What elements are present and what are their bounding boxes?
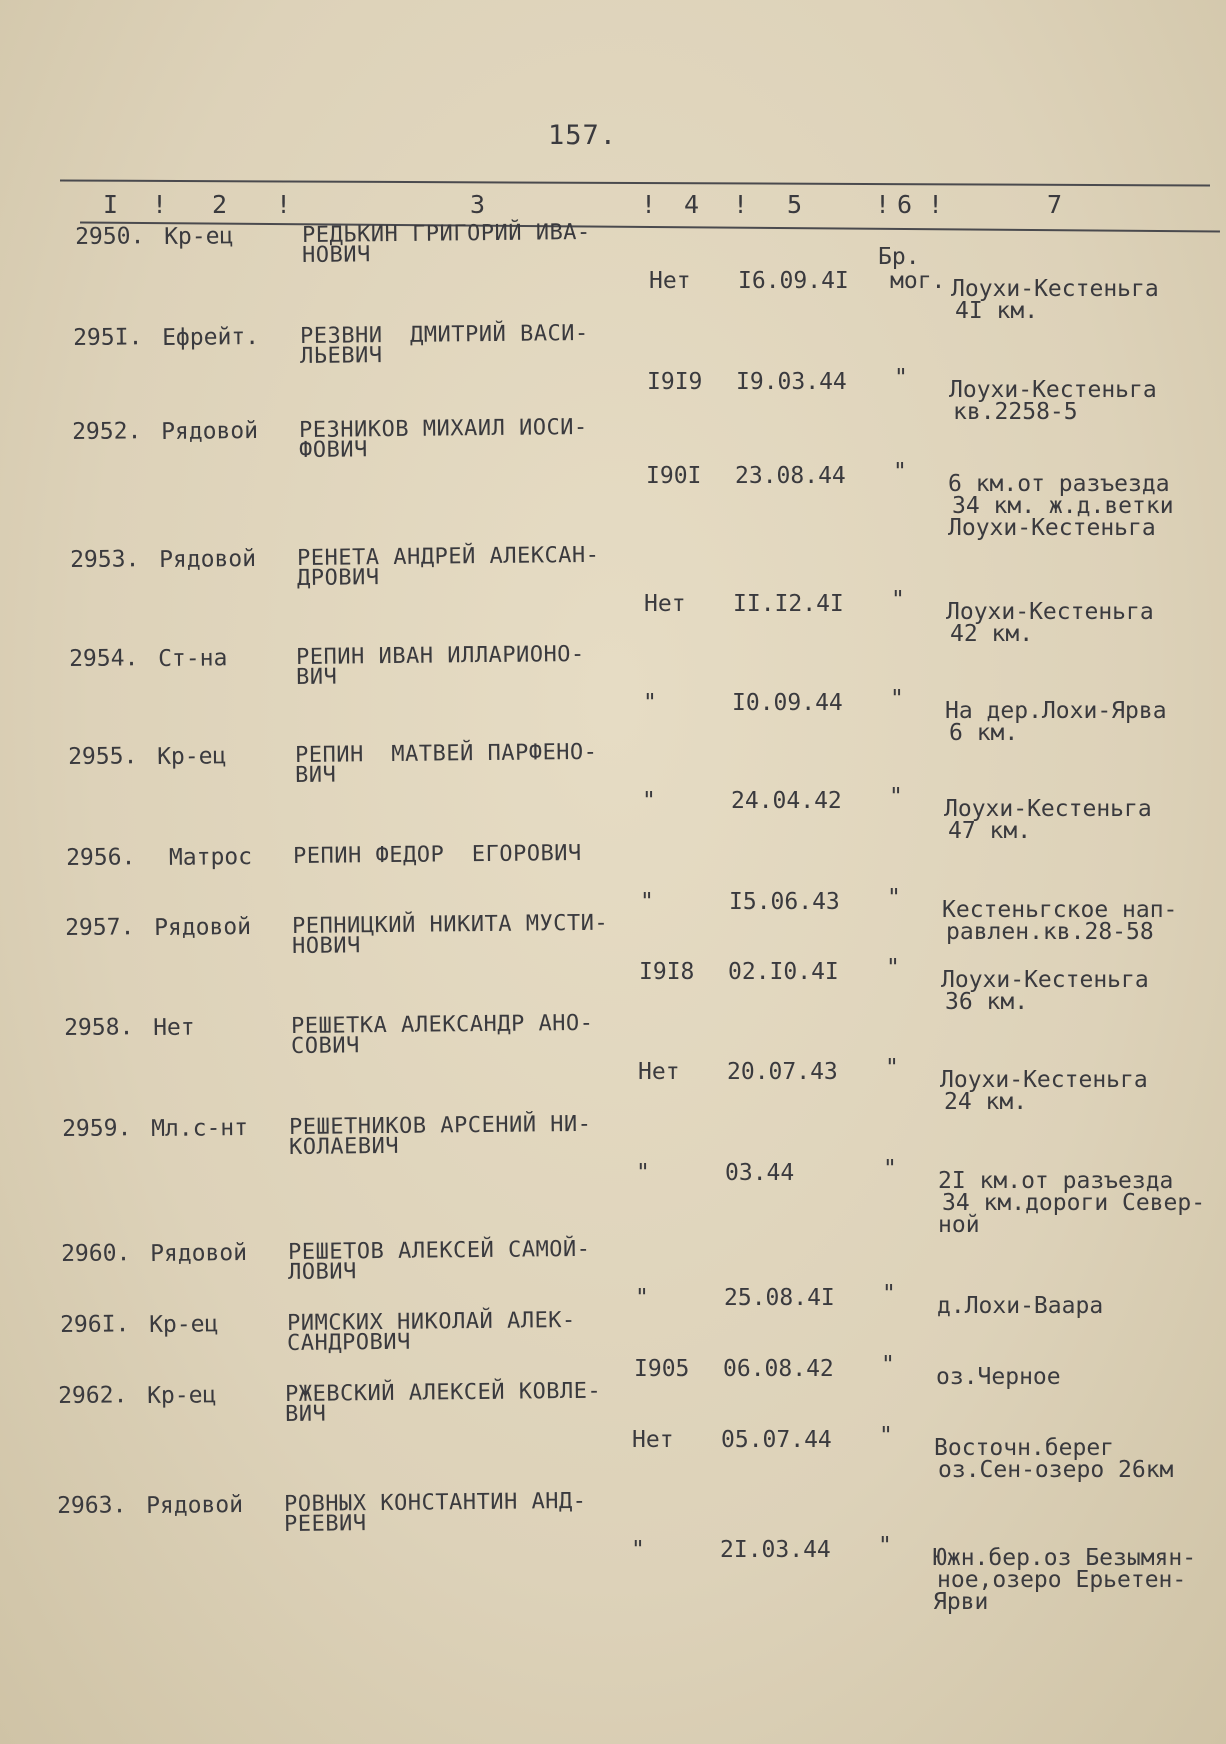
record-row (0, 1010, 1215, 1115)
record-birth-year: I9I9 (647, 369, 703, 395)
column-separator: ! (276, 190, 292, 219)
record-name: РЕПИН МАТВЕЙ ПАРФЕНО- (294, 739, 598, 768)
record-grave-type: " (881, 1352, 895, 1378)
column-header-3: 3 (470, 190, 486, 219)
column-header-4: 4 (684, 190, 700, 219)
record-rank: Матрос (154, 843, 253, 871)
record-burial-place: 36 км. (945, 989, 1029, 1015)
record-number: 2960. (60, 1240, 131, 1267)
record-name: РЕДЬКИН ГРИГОРИЙ ИВА- (301, 219, 591, 248)
record-grave-type: " (886, 955, 900, 981)
record-birth-year: " (631, 1537, 645, 1563)
record-name-continued: ДРОВИЧ (296, 565, 380, 591)
record-number: 2963. (56, 1492, 127, 1519)
record-birth-year: " (640, 889, 654, 915)
record-death-date: 03.44 (725, 1160, 795, 1186)
record-rank: Кр-ец (146, 1382, 217, 1409)
record-burial-place: 34 км.дороги Север- (942, 1190, 1206, 1216)
record-name-continued: РЕЕВИЧ (283, 1511, 367, 1537)
record-death-date: I6.09.4I (738, 268, 849, 294)
record-number: 2957. (64, 914, 135, 941)
record-birth-year: Нет (638, 1059, 680, 1085)
record-number: 2954. (68, 645, 139, 672)
record-rank: Кр-ец (156, 743, 227, 770)
record-grave-type: " (887, 885, 901, 911)
record-number: 296I. (59, 1311, 130, 1338)
record-death-date: II.I2.4I (733, 591, 844, 617)
record-burial-place: 4I км. (955, 298, 1039, 324)
record-burial-place: Южн.бер.оз Безымян- (933, 1545, 1197, 1571)
record-row (0, 219, 1226, 324)
column-separator: ! (928, 190, 944, 219)
record-burial-place: Лоухи-Кестеньга (951, 276, 1159, 302)
record-name-continued: ВИЧ (294, 762, 337, 788)
record-row (0, 641, 1220, 746)
page-number: 157. (548, 120, 618, 151)
record-name-continued: КОЛАЕВИЧ (288, 1133, 400, 1160)
column-header-6: 6 (897, 190, 913, 219)
record-grave-type: " (882, 1281, 896, 1307)
record-grave-type: " (890, 686, 904, 712)
record-rank: Нет (152, 1014, 195, 1041)
column-separator: ! (733, 190, 749, 219)
record-row (0, 1378, 1209, 1483)
record-death-date: 24.04.42 (731, 788, 842, 814)
record-row (0, 1488, 1208, 1615)
column-header-7: 7 (1047, 190, 1063, 219)
record-burial-place: ной (938, 1212, 980, 1238)
record-name-continued: ВИЧ (295, 664, 338, 690)
record-death-date: 25.08.4I (724, 1285, 835, 1311)
record-grave-type: мог. (890, 268, 946, 294)
record-name: РЕШЕТОВ АЛЕКСЕЙ САМОЙ- (287, 1236, 591, 1265)
record-birth-year: " (643, 690, 657, 716)
record-rank: Рядовой (153, 913, 252, 941)
record-rank: Кр-ец (163, 223, 234, 250)
record-death-date: 20.07.43 (727, 1059, 838, 1085)
record-rank: Мл.с-нт (150, 1114, 249, 1142)
record-burial-place: равлен.кв.28-58 (946, 919, 1154, 945)
column-header-5: 5 (787, 190, 803, 219)
record-burial-place: Ярви (933, 1589, 989, 1615)
record-burial-place: оз.Сен-озеро 26км (938, 1457, 1174, 1483)
record-death-date: I5.06.43 (729, 889, 840, 915)
record-name-continued: ВИЧ (284, 1401, 327, 1427)
record-number: 295I. (72, 324, 143, 351)
record-grave-type: Бр. (878, 244, 920, 270)
column-header-2: 2 (212, 190, 228, 219)
record-burial-place: Лоухи-Кестеньга (949, 377, 1157, 403)
record-death-date: 06.08.42 (723, 1356, 834, 1382)
record-number: 2953. (69, 546, 140, 573)
record-number: 2962. (57, 1382, 128, 1409)
record-name-continued: НОВИЧ (291, 933, 361, 959)
record-burial-place: На дер.Лохи-Ярва (945, 698, 1167, 724)
record-row (0, 1236, 1212, 1319)
record-row (0, 1307, 1211, 1390)
record-burial-place: оз.Черное (936, 1364, 1061, 1390)
record-burial-place: 6 км. (949, 720, 1019, 746)
record-burial-place: кв.2258-5 (953, 399, 1078, 425)
column-separator: ! (152, 190, 168, 219)
record-name-continued: СОВИЧ (290, 1033, 360, 1059)
record-burial-place: Восточн.берег (934, 1435, 1115, 1461)
record-birth-year: " (642, 788, 656, 814)
record-grave-type: " (878, 1533, 892, 1559)
record-burial-place: Лоухи-Кестеньга (940, 1067, 1148, 1093)
record-row (0, 739, 1219, 844)
record-grave-type: " (889, 784, 903, 810)
record-grave-type: " (893, 459, 907, 485)
record-rank: Ефрейт. (161, 323, 260, 351)
record-name-continued: ЛОВИЧ (287, 1259, 357, 1285)
record-grave-type: " (894, 365, 908, 391)
record-name: РЖЕВСКИЙ АЛЕКСЕЙ КОВЛЕ- (284, 1378, 602, 1407)
record-burial-place: Лоухи-Кестеньга (948, 515, 1156, 541)
record-name: РЕЗВНИ ДМИТРИЙ ВАСИ- (299, 320, 589, 349)
record-name-continued: ЛЬЕВИЧ (299, 343, 383, 369)
record-burial-place: 47 км. (948, 818, 1032, 844)
record-name: РЕНЕТА АНДРЕЙ АЛЕКСАН- (296, 542, 600, 571)
record-death-date: 05.07.44 (721, 1427, 832, 1453)
record-birth-year: Нет (632, 1427, 674, 1453)
record-birth-year: I9I8 (639, 959, 695, 985)
record-name-continued: ФОВИЧ (298, 437, 368, 463)
record-rank: Рядовой (158, 545, 257, 573)
record-grave-type: " (879, 1423, 893, 1449)
record-death-date: I0.09.44 (732, 690, 843, 716)
record-name: РЕЗНИКОВ МИХАИЛ ИОСИ- (298, 414, 588, 443)
record-grave-type: " (891, 587, 905, 613)
record-number: 2952. (71, 418, 142, 445)
record-burial-place: 6 км.от разъезда (948, 471, 1170, 497)
record-name-continued: САНДРОВИЧ (286, 1329, 411, 1356)
record-burial-place: 2I км.от разъезда (938, 1168, 1174, 1194)
record-row (0, 320, 1224, 425)
record-burial-place: 24 км. (944, 1089, 1028, 1115)
record-rank: Рядовой (149, 1239, 248, 1267)
record-number: 2959. (61, 1115, 132, 1142)
record-burial-place: 42 км. (950, 621, 1034, 647)
record-number: 2950. (74, 223, 145, 250)
record-number: 2958. (63, 1014, 134, 1041)
record-burial-place: д.Лохи-Ваара (937, 1293, 1104, 1319)
record-rank: Ст-на (157, 645, 228, 672)
record-row (0, 1111, 1213, 1238)
record-grave-type: " (885, 1055, 899, 1081)
record-birth-year: I90I (646, 463, 702, 489)
record-name: РЕПИН ИВАН ИЛЛАРИОНО- (295, 641, 585, 670)
record-birth-year: " (636, 1160, 650, 1186)
record-name: РИМСКИХ НИКОЛАЙ АЛЕК- (286, 1307, 576, 1336)
record-burial-place: Кестеньгское нап- (942, 897, 1178, 923)
record-number: 2955. (67, 743, 138, 770)
record-birth-year: Нет (649, 268, 691, 294)
record-rank: Рядовой (160, 417, 259, 445)
record-rank: Рядовой (145, 1491, 244, 1519)
column-header-1: I (103, 190, 119, 219)
record-burial-place: Лоухи-Кестеньга (944, 796, 1152, 822)
record-name-continued: НОВИЧ (301, 242, 371, 268)
header-top-rule (60, 179, 1210, 186)
record-death-date: I9.03.44 (736, 369, 847, 395)
record-name: РЕШЕТКА АЛЕКСАНДР АНО- (290, 1010, 594, 1039)
record-birth-year: " (635, 1285, 649, 1311)
record-burial-place: Лоухи-Кестеньга (946, 599, 1154, 625)
record-death-date: 02.I0.4I (728, 959, 839, 985)
record-death-date: 2I.03.44 (720, 1537, 831, 1563)
record-burial-place: ное,озеро Ерьетен- (937, 1567, 1187, 1593)
record-grave-type: " (883, 1156, 897, 1182)
record-burial-place: Лоухи-Кестеньга (941, 967, 1149, 993)
record-name: РЕШЕТНИКОВ АРСЕНИЙ НИ- (288, 1111, 592, 1140)
record-death-date: 23.08.44 (735, 463, 846, 489)
record-row (0, 542, 1221, 647)
record-burial-place: 34 км. ж.д.ветки (952, 493, 1174, 519)
record-birth-year: I905 (634, 1356, 690, 1382)
record-name: РОВНЫХ КОНСТАНТИН АНД- (283, 1488, 587, 1517)
record-rank: Кр-ец (148, 1311, 219, 1338)
record-name: РЕПИН ФЕДОР ЕГОРОВИЧ (292, 840, 582, 869)
column-separator: ! (875, 190, 891, 219)
record-birth-year: Нет (644, 591, 686, 617)
record-name: РЕПНИЦКИЙ НИКИТА МУСТИ- (291, 910, 609, 939)
column-separator: ! (641, 190, 657, 219)
record-number: 2956. (65, 844, 136, 871)
record-row (0, 414, 1223, 541)
